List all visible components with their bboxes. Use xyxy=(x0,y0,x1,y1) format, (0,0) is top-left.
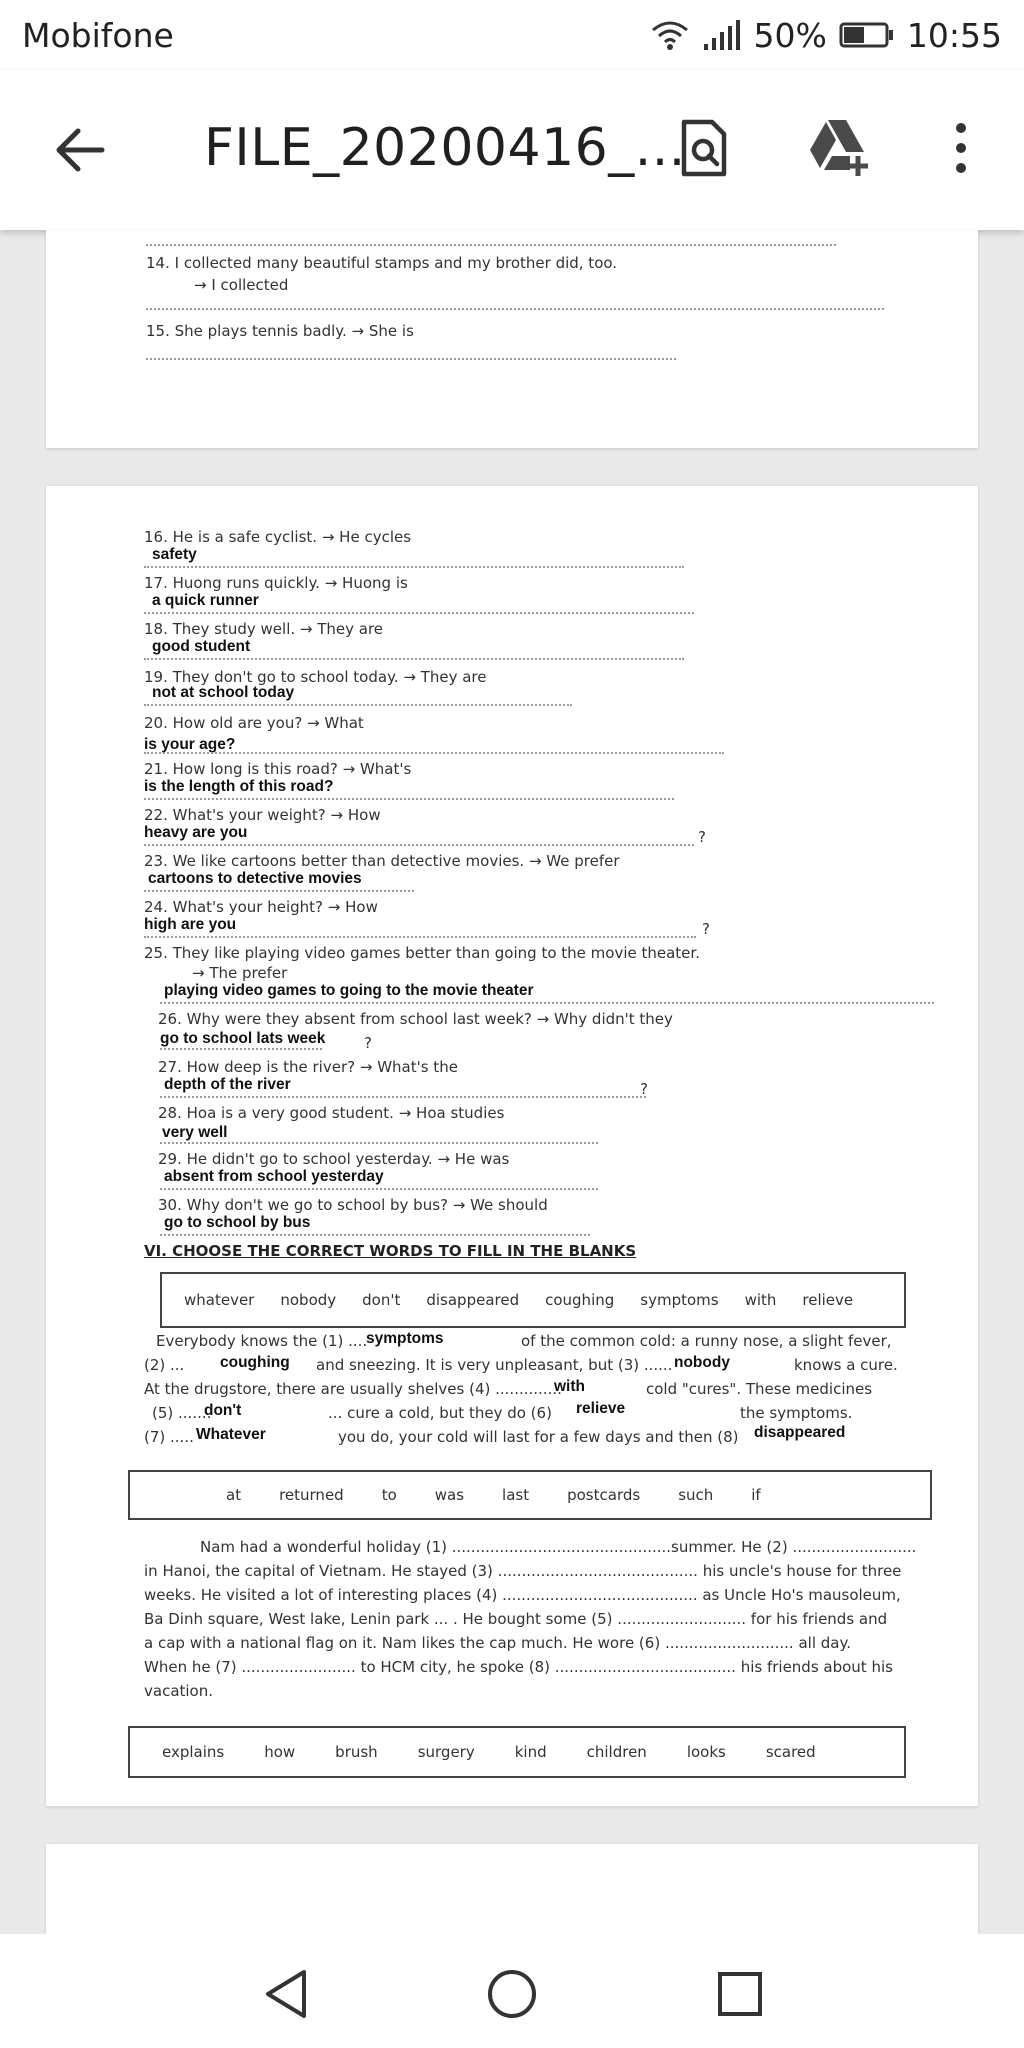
question-text: 27. How deep is the river? → What's the xyxy=(158,1058,458,1076)
word-bank-item: at xyxy=(226,1486,242,1504)
clock: 10:55 xyxy=(906,15,1002,55)
word-bank-item: children xyxy=(586,1743,647,1761)
question-text: 24. What's your height? → How xyxy=(144,898,378,916)
paragraph-text: the symptoms. xyxy=(740,1404,853,1422)
question-text: 18. They study well. → They are xyxy=(144,620,384,638)
paragraph-text: When he (7) ........................ to HCM city, he spoke (8) ...................................... his friends about his xyxy=(144,1658,893,1676)
paragraph-text: Ba Dinh square, West lake, Lenin park ... . He bought some (5) ........................... for his friends and xyxy=(144,1610,888,1628)
exercise-line: 15. She plays tennis badly. → She is xyxy=(146,322,414,340)
question-text: 25. They like playing video games better than going to the movie theater. xyxy=(144,944,700,962)
question-text: 21. How long is this road? → What's xyxy=(144,760,412,778)
word-bank-item: with xyxy=(744,1291,777,1309)
word-bank-item: if xyxy=(751,1486,761,1504)
back-arrow-icon[interactable] xyxy=(50,120,110,180)
answer-text: high are you xyxy=(144,916,237,933)
answer-text: playing video games to going to the movie theater xyxy=(164,982,534,999)
paragraph-text: weeks. He visited a lot of interesting places (4) ......................................... as Uncle Ho's mausoleum, xyxy=(144,1586,901,1604)
word-bank-item: disappeared xyxy=(426,1291,520,1309)
word-bank-box xyxy=(160,1272,906,1328)
word-bank-item: whatever xyxy=(184,1291,255,1309)
word-bank-item: surgery xyxy=(417,1743,475,1761)
word-bank-item: how xyxy=(264,1743,296,1761)
app-bar xyxy=(0,70,1024,230)
answer-text: nobody xyxy=(674,1354,730,1371)
answer-text: with xyxy=(554,1378,585,1395)
answer-text: good student xyxy=(152,638,251,655)
word-bank-item: postcards xyxy=(567,1486,641,1504)
question-text: → The prefer xyxy=(192,964,288,982)
wifi-icon xyxy=(650,18,690,52)
word-bank-item: kind xyxy=(514,1743,547,1761)
status-bar xyxy=(0,0,1024,70)
word-bank-item: relieve xyxy=(802,1291,854,1309)
answer-text: cartoons to detective movies xyxy=(148,870,362,887)
word-bank-item: looks xyxy=(686,1743,726,1761)
paragraph-text: vacation. xyxy=(144,1682,214,1700)
paragraph-text: a cap with a national flag on it. Nam likes the cap much. He wore (6) ........................... all day. xyxy=(144,1634,851,1652)
exercise-line: 14. I collected many beautiful stamps and my brother did, too. xyxy=(146,254,618,272)
word-bank-item: symptoms xyxy=(640,1291,719,1309)
paragraph-text: ... cure a cold, but they do (6) xyxy=(328,1404,552,1422)
answer-text: Whatever xyxy=(196,1426,266,1443)
answer-text: very well xyxy=(162,1124,228,1141)
answer-text: relieve xyxy=(576,1400,626,1417)
battery-percent: 50% xyxy=(753,15,827,55)
document-page-1 xyxy=(46,230,978,448)
word-bank-item: last xyxy=(502,1486,530,1504)
more-options-icon[interactable] xyxy=(930,116,992,180)
question-text: 17. Huong runs quickly. → Huong is xyxy=(144,574,408,592)
answer-text: not at school today xyxy=(152,684,295,701)
signal-icon xyxy=(702,18,742,52)
question-text: 30. Why don't we go to school by bus? → We should xyxy=(158,1196,548,1214)
section-title: VI. CHOOSE THE CORRECT WORDS TO FILL IN THE BLANKS xyxy=(144,1242,637,1260)
carrier-name: Mobifone xyxy=(22,15,174,55)
search-in-document-icon[interactable] xyxy=(672,116,736,180)
word-bank-item: nobody xyxy=(280,1291,337,1309)
paragraph-text: you do, your cold will last for a few days and then (8) xyxy=(338,1428,739,1446)
paragraph-text: in Hanoi, the capital of Vietnam. He stayed (3) .......................................... his uncle's house for three xyxy=(144,1562,902,1580)
word-bank-item: don't xyxy=(362,1291,401,1309)
question-mark: ? xyxy=(640,1080,648,1098)
answer-text: symptoms xyxy=(366,1330,444,1347)
paragraph-text: and sneezing. It is very unpleasant, but (3) ...... xyxy=(316,1356,673,1374)
answer-text: safety xyxy=(152,546,197,563)
word-bank-item: was xyxy=(434,1486,465,1504)
question-mark: ? xyxy=(702,920,710,938)
question-text: 20. How old are you? → What xyxy=(144,714,364,732)
question-text: 22. What's your weight? → How xyxy=(144,806,381,824)
question-text: 16. He is a safe cyclist. → He cycles xyxy=(144,528,412,546)
paragraph-text: At the drugstore, there are usually shelves (4) .............. xyxy=(144,1380,562,1398)
answer-text: depth of the river xyxy=(164,1076,291,1093)
question-text: 19. They don't go to school today. → They are xyxy=(144,668,487,686)
word-bank-box xyxy=(128,1726,906,1778)
answer-text: a quick runner xyxy=(152,592,259,609)
paragraph-text: cold "cures". These medicines xyxy=(646,1380,873,1398)
nav-back-icon[interactable] xyxy=(258,1966,314,2022)
answer-text: heavy are you xyxy=(144,824,248,841)
question-text: 26. Why were they absent from school last week? → Why didn't they xyxy=(158,1010,673,1028)
question-text: 28. Hoa is a very good student. → Hoa studies xyxy=(158,1104,505,1122)
document-page-2 xyxy=(46,486,978,1806)
paragraph-text: of the common cold: a runny nose, a slight fever, xyxy=(521,1332,892,1350)
word-bank-item: to xyxy=(381,1486,397,1504)
answer-text: is the length of this road? xyxy=(144,778,334,795)
paragraph-text: Nam had a wonderful holiday (1) ..............................................summer. He (2) .......................... xyxy=(200,1538,917,1556)
exercise-line: → I collected xyxy=(194,276,289,294)
word-bank-item: coughing xyxy=(545,1291,615,1309)
file-title: FILE_20200416_... xyxy=(204,118,686,178)
add-to-drive-icon[interactable] xyxy=(806,116,870,180)
question-mark: ? xyxy=(698,828,706,846)
word-bank-item: scared xyxy=(765,1743,816,1761)
paragraph-text: (2) ... xyxy=(144,1356,185,1374)
paragraph-text: (5) ....... xyxy=(152,1404,212,1422)
document-page-3 xyxy=(46,1844,978,1934)
word-bank-item: returned xyxy=(279,1486,344,1504)
question-mark: ? xyxy=(364,1034,372,1052)
question-text: 23. We like cartoons better than detective movies. → We prefer xyxy=(144,852,620,870)
question-text: 29. He didn't go to school yesterday. → He was xyxy=(158,1150,510,1168)
battery-icon xyxy=(839,20,895,50)
paragraph-text: Everybody knows the (1) .... xyxy=(156,1332,368,1350)
paragraph-text: (7) ..... xyxy=(144,1428,194,1446)
paragraph-text: knows a cure. xyxy=(794,1356,898,1374)
word-bank-item: brush xyxy=(335,1743,378,1761)
navigation-bar xyxy=(0,1934,1024,2048)
answer-text: disappeared xyxy=(754,1424,846,1441)
nav-recents-icon[interactable] xyxy=(712,1966,768,2022)
word-bank-item: such xyxy=(678,1486,714,1504)
answer-text: don't xyxy=(204,1402,242,1419)
nav-home-icon[interactable] xyxy=(484,1966,540,2022)
answer-text: absent from school yesterday xyxy=(164,1168,384,1185)
word-bank-item: explains xyxy=(162,1743,225,1761)
word-bank-box xyxy=(128,1470,932,1520)
answer-text: go to school by bus xyxy=(164,1214,311,1231)
answer-text: coughing xyxy=(220,1354,290,1371)
answer-text: go to school lats week xyxy=(160,1030,326,1047)
answer-text: is your age? xyxy=(144,736,236,753)
